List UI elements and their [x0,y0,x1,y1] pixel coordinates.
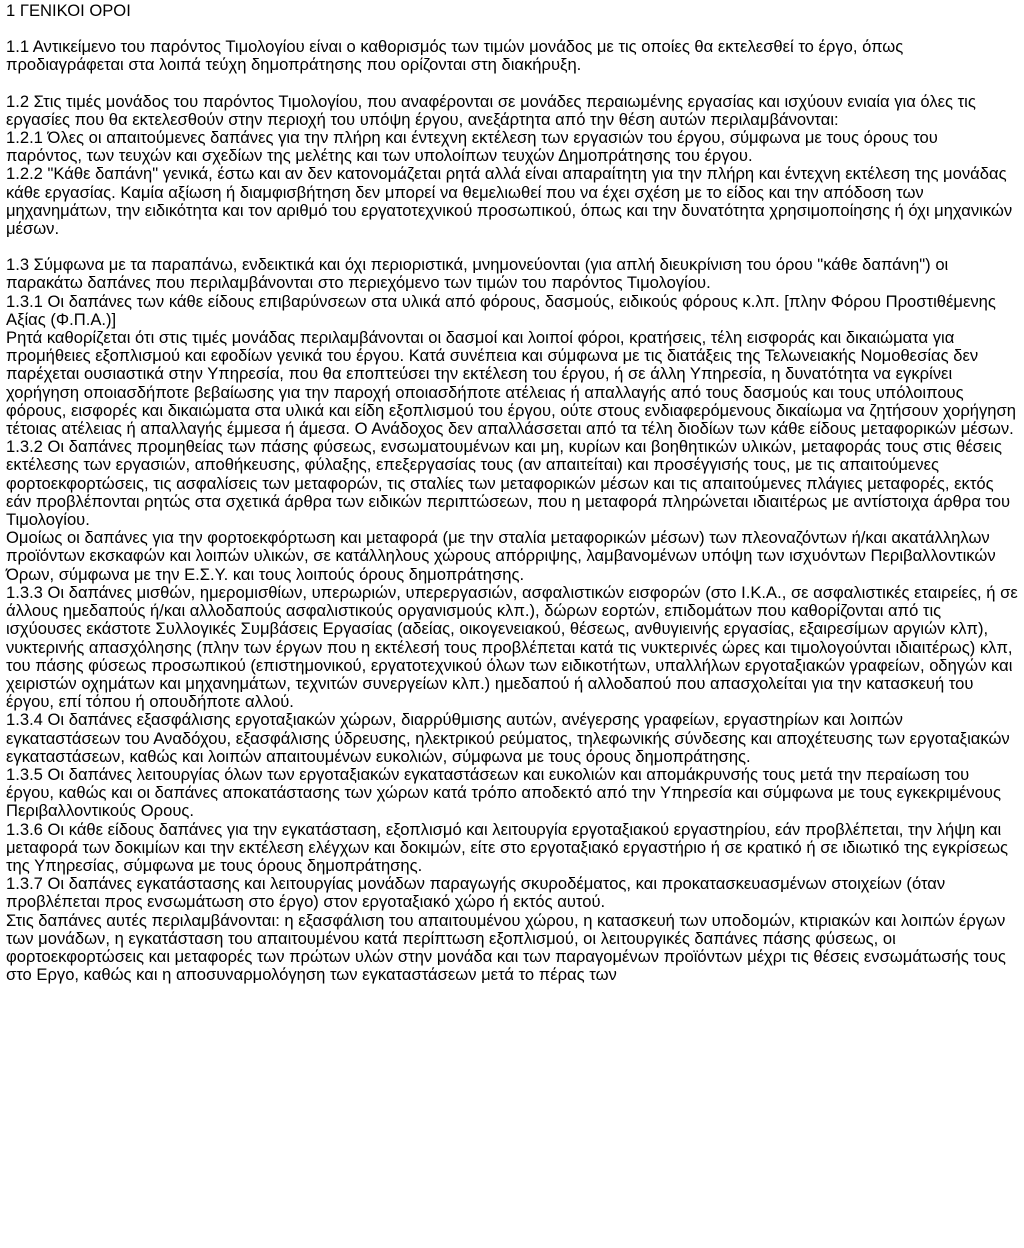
paragraph-1-2-1: 1.2.1 Όλες οι απαιτούμενες δαπάνες για την πλήρη και έντεχνη εκτέλεση των εργασιών του έργου, σύμφωνα με τους όρους του παρόντος, των τευχών και σχεδίων της μελέτης και των υπολοίπων τευχών Δημοπράτησης του έργου. [6,128,938,166]
paragraph-1-3: 1.3 Σύμφωνα με τα παραπάνω, ενδεικτικά και όχι περιοριστικά, μνημονεύονται (για απλή διευκρίνιση του όρου "κάθε δαπάνη") οι παρακάτω δαπάνες που περιλαμβάνονται στο περιεχόμενο των τιμών του παρόντος Τιμολογίου. [6,255,949,293]
paragraph-1-3-7: 1.3.7 Οι δαπάνες εγκατάστασης και λειτουργίας μονάδων παραγωγής σκυροδέματος, και προκατασκευασμένων στοιχείων (όταν προβλέπεται προς ενσωμάτωση στο έργο) στον εργοταξιακό χώρο ή εκτός αυτού. [6,874,946,912]
paragraph-1-2-2: 1.2.2 "Κάθε δαπάνη" γενικά, έστω και αν δεν κατονομάζεται ρητά αλλά είναι απαραίτητη για την πλήρη και έντεχνη εκτέλεση της μονάδας κάθε εργασίας. Καμία αξίωση ή διαμφισβήτηση δεν μπορεί να θεμελιωθεί που να έχει σχέση με το είδος και την απόδοση των μηχανημάτων, την ειδικότητα και τον αριθμό του εργατοτεχνικού προσωπικού, όπως και την δυνατότητα χρησιμοποίησης ή όχι μηχανικών μέσων. [6,164,1013,239]
paragraph-1-3-5: 1.3.5 Οι δαπάνες λειτουργίας όλων των εργοταξιακών εγκαταστάσεων και ευκολιών και απομάκρυνσής τους μετά την περαίωση του έργου, καθώς και οι δαπάνες αποκατάστασης των χώρων κατά τρόπο αποδεκτό από την Υπηρεσία και σύμφωνα με τους εγκεκριμένους Περιβαλλοντικούς Ορους. [6,764,1001,821]
paragraph-gap [6,238,1018,256]
paragraph-gap [6,20,1018,38]
paragraph-1-3-4: 1.3.4 Οι δαπάνες εξασφάλισης εργοταξιακών χώρων, διαρρύθμισης αυτών, ανέγερσης γραφείων, εργαστηρίων και λοιπών εγκαταστάσεων του Αναδόχου, εξασφάλισης ύδρευσης, ηλεκτρικού ρεύματος, τηλεφωνικής σύνδεσης και αποχέτευσης των εργοταξιακών εγκαταστάσεων, καθώς και λοιπών απαιτουμένων ευκολιών, σύμφωνα με τους όρους δημοπράτησης. [6,710,1010,766]
paragraph-1-1: 1.1 Αντικείμενο του παρόντος Τιμολογίου είναι ο καθορισμός των τιμών μονάδος με τις οποίες θα εκτελεσθεί το έργο, όπως προδιαγράφεται στα λοιπά τεύχη δημοπράτησης που ορίζονται στη διακήρυξη. [6,37,904,75]
section-heading: 1 ΓΕΝΙΚΟΙ ΟΡΟΙ [6,1,131,20]
paragraph-gap [6,75,1018,93]
paragraph-1-3-2-continued: Ομοίως οι δαπάνες για την φορτοεκφόρτωση και μεταφορά (με την σταλία μεταφορικών μέσων) των πλεοναζόντων ή/και ακατάλληλων προϊόντων εκσκαφών και λοιπών υλικών, σε κατάλληλους χώρους απόρριψης, λαμβανομένων υπόψη των ισχυόντων Περιβαλλοντικών Όρων, σύμφωνα με την Ε.Σ.Υ. και τους λοιπούς όρους δημοπράτησης. [6,528,996,584]
paragraph-1-3-1-continued: Ρητά καθορίζεται ότι στις τιμές μονάδας περιλαμβάνονται οι δασμοί και λοιποί φόροι, κρατήσεις, τέλη εισφοράς και δικαιώματα για προμήθειες εξοπλισμού και εφοδίων γενικά του έργου. Κατά συνέπεια και σύμφωνα με τις διατάξεις της Τελωνειακής Νομοθεσίας δεν παρέχεται ουσιαστικά στην Υπηρεσία, που θα εποπτεύσει την εκτέλεση του έργου, ή σε άλλη Υπηρεσία, η δυνατότητα να εγκρίνει χορήγηση οποιασδήποτε βεβαίωσης για την παροχή οποιασδήποτε ατέλειας ή απαλλαγής από τους δασμούς και τους υπόλοιπους φόρους, εισφορές και δικαιώματα στα υλικά και είδη εξοπλισμού του έργου, ούτε στους ενδιαφερόμενους δικαίωμα να ζητήσουν χορήγηση τέτοιας ατέλειας ή απαλλαγής έμμεσα ή άμεσα. Ο Ανάδοχος δεν απαλλάσσεται από τα τέλη διοδίων των κάθε είδους μεταφορικών μέσων. [6,328,1016,439]
paragraph-1-3-3: 1.3.3 Οι δαπάνες μισθών, ημερομισθίων, υπερωριών, υπερεργασιών, ασφαλιστικών εισφορών (στο Ι.Κ.Α., σε ασφαλιστικές εταιρείες, ή σε άλλους ημεδαπούς ή/και αλλοδαπούς ασφαλιστικούς οργανισμούς κλπ.), δώρων εορτών, επιδομάτων που καθορίζονται από τις ισχύουσες εκάστοτε Συλλογικές Συμβάσεις Εργασίας (αδείας, οικογενειακού, θέσεως, ανθυγιεινής εργασίας, εξαιρεσίμων αργιών κλπ), νυκτερινής απασχόλησης (πλην των έργων που η εκτέλεσή τους προβλέπεται κατά τις νυκτερινές ώρες και τιμολογούνται ιδιαιτέρως) κλπ, του πάσης φύσεως προσωπικού (επιστημονικού, εργατοτεχνικού όλων των ειδικοτήτων, υπαλλήλων εργοταξιακών γραφείων, οδηγών και χειριστών οχημάτων και μηχανημάτων, τεχνιτών συνεργείων κλπ.) ημεδαπού ή αλλοδαπού που απασχολείται για την κατασκευή του έργου, επί τόπου ή οπουδήποτε αλλού. [6,582,1018,712]
paragraph-1-3-7-continued: Στις δαπάνες αυτές περιλαμβάνονται: η εξασφάλιση του απαιτουμένου χώρου, η κατασκευή των υποδομών, κτιριακών και λοιπών έργων των μονάδων, η εγκατάσταση του απαιτουμένου κατά περίπτωση εξοπλισμού, οι λειτουργικές δαπάνες πάσης φύσεως, οι φορτοεκφορτώσεις και μεταφορές των πρώτων υλών στην μονάδα και των παραγομένων προϊόντων μέχρι τις θέσεις ενσωμάτωσής τους στο Εργο, καθώς και η αποσυναρμολόγηση των εγκαταστάσεων μετά το πέρας των [6,910,1006,985]
paragraph-1-3-6: 1.3.6 Οι κάθε είδους δαπάνες για την εγκατάσταση, εξοπλισμό και λειτουργία εργοταξιακού εργαστηρίου, εάν προβλέπεται, την λήψη και μεταφορά των δοκιμίων και την εκτέλεση ελέγχων και δοκιμών, είτε στο εργοταξιακό εργαστήριο ή σε κρατικό ή σε ιδιωτικό της εγκρίσεως της Υπηρεσίας, σύμφωνα με τους όρους δημοπράτησης. [6,819,1009,875]
paragraph-1-2: 1.2 Στις τιμές μονάδος του παρόντος Τιμολογίου, που αναφέρονται σε μονάδες περαιωμένης εργασίας και ισχύουν ενιαία για όλες τις εργασίες που θα εκτελεσθούν στην περιοχή του υπόψη έργου, ανεξάρτητα από την θέση αυτών περιλαμβάνονται: [6,91,976,129]
paragraph-1-3-1: 1.3.1 Οι δαπάνες των κάθε είδους επιβαρύνσεων στα υλικά από φόρους, δασμούς, ειδικούς φόρους κ.λπ. [πλην Φόρου Προστιθέμενης Αξίας (Φ.Π.Α.)] [6,291,996,329]
paragraph-1-3-2: 1.3.2 Οι δαπάνες προμηθείας των πάσης φύσεως, ενσωματουμένων και μη, κυρίων και βοηθητικών υλικών, μεταφοράς τους στις θέσεις εκτέλεσης των εργασιών, αποθήκευσης, φύλαξης, επεξεργασίας τους (αν απαιτείται) και προσέγγισής τους, με τις απαιτούμενες φορτοεκφορτώσεις, τις ασφαλίσεις των μεταφορών, τις σταλίες των μεταφορικών μέσων και τις απαιτούμενες πλάγιες μεταφορές, εκτός εάν προβλέπονται ρητώς στα σχετικά άρθρα των ειδικών περιπτώσεων, που η μεταφορά πληρώνεται ιδιαιτέρως με αντίστοιχα άρθρα του Τιμολογίου. [6,437,1011,530]
